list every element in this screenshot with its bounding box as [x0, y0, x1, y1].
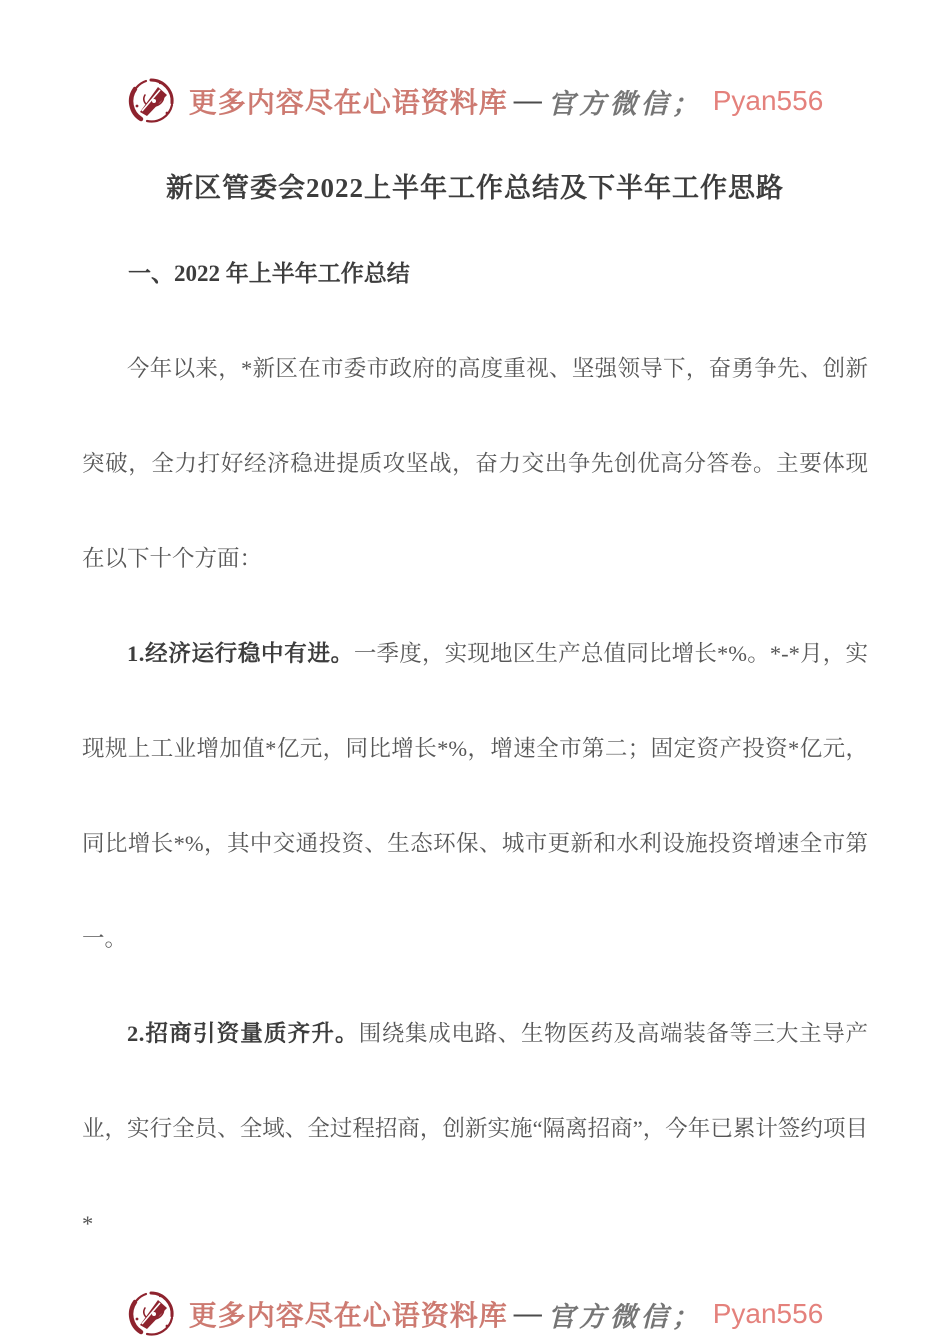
header-watermark	[0, 0, 950, 130]
paragraph-3-lead: 2.招商引资量质齐升。	[127, 1021, 359, 1046]
document-title: 新区管委会2022上半年工作总结及下半年工作思路	[166, 173, 784, 203]
watermark-wechat-label: 官方微信；	[547, 1301, 703, 1332]
footer-watermark	[0, 1285, 950, 1343]
paragraph-2	[82, 606, 868, 986]
section-heading: 一、2022 年上半年工作总结	[128, 261, 410, 286]
paragraph-1	[82, 321, 868, 606]
watermark-wechat-id: Pyan556	[712, 1298, 824, 1329]
watermark-dash: —	[513, 85, 542, 116]
watermark-wechat-label: 官方微信；	[547, 88, 703, 119]
pen-circle-icon	[127, 1288, 179, 1340]
paragraph-3-text: 围绕集成电路、生物医药及高端装备等三大主导产业，实行全员、全域、全过程招商，创新实施“隔离招商”，今年已累计签约项目*	[82, 1021, 868, 1236]
watermark-brand-text: 更多内容尽在心语资料库	[188, 1301, 508, 1332]
watermark-brand-text: 更多内容尽在心语资料库	[188, 88, 508, 119]
watermark-wechat-id: Pyan556	[712, 85, 824, 116]
paragraph-2-lead: 1.经济运行稳中有进。	[127, 641, 354, 666]
paragraph-1-text: 今年以来，*新区在市委市政府的高度重视、坚强领导下，奋勇争先、创新突破，全力打好经济稳进提质攻坚战，奋力交出争先创优高分答卷。主要体现在以下十个方面：	[82, 356, 868, 571]
watermark-dash: —	[513, 1298, 542, 1329]
paragraph-3	[82, 986, 868, 1271]
pen-circle-icon	[127, 75, 179, 127]
document-body	[82, 226, 868, 1271]
paragraph-2-text: 一季度，实现地区生产总值同比增长*%。*-*月，实现规上工业增加值*亿元，同比增长*%，增速全市第二；固定资产投资*亿元，同比增长*%，其中交通投资、生态环保、城市更新和水利设施投资增速全市第一。	[82, 641, 868, 951]
